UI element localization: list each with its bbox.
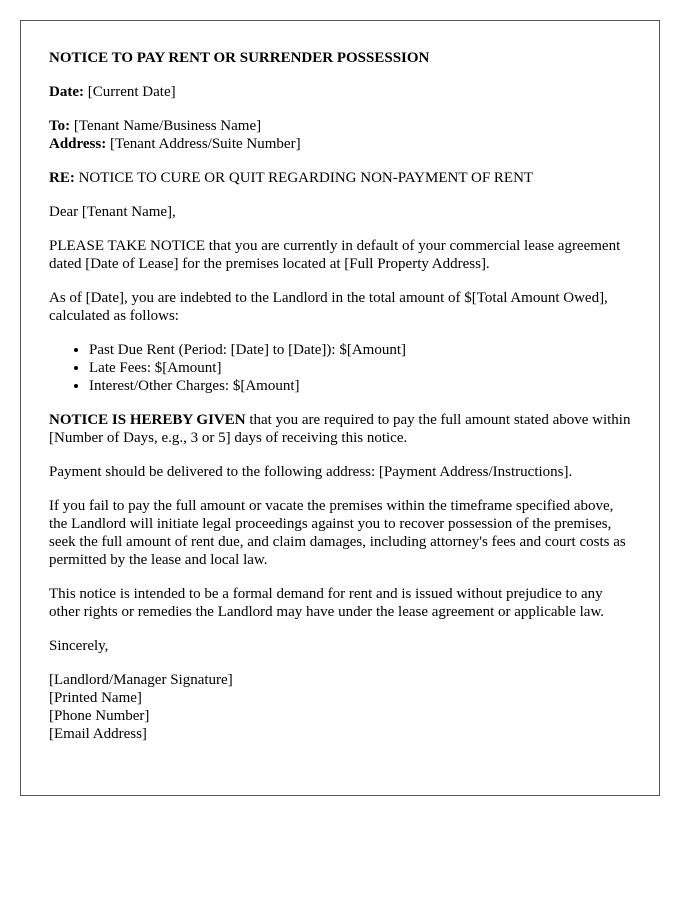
to-label: To: <box>49 118 71 134</box>
phone-line: [Phone Number] <box>49 708 150 724</box>
payment-paragraph: Payment should be delivered to the following address: [Payment Address/Instructions]. <box>49 464 573 480</box>
amount-paragraph: As of [Date], you are indebted to the Landlord in the total amount of $[Total Amount Owed], calculated as follows: <box>49 290 608 324</box>
printed-name-line: [Printed Name] <box>49 690 142 706</box>
recipient-block <box>49 117 631 153</box>
charge-item: • Late Fees: $[Amount] <box>89 359 631 377</box>
document-page <box>20 20 660 796</box>
signature-block <box>49 671 631 743</box>
signature-line: [Landlord/Manager Signature] <box>49 672 233 688</box>
date-line <box>49 83 631 101</box>
charge-item: • Interest/Other Charges: $[Amount] <box>89 377 631 395</box>
given-paragraph <box>49 411 631 447</box>
demand-paragraph: This notice is intended to be a formal demand for rent and is issued without prejudice to any other rights or remedies the Landlord may have under the lease agreement or applicable law. <box>49 586 605 620</box>
charge-item: • Past Due Rent (Period: [Date] to [Date]): $[Amount] <box>89 341 631 359</box>
to-value: [Tenant Name/Business Name] <box>73 118 262 134</box>
date-value: [Current Date] <box>87 84 176 100</box>
failure-paragraph: If you fail to pay the full amount or vacate the premises within the timeframe specified above, the Landlord will initiate legal proceedings against you to recover possession of the premises, seek the full amount of rent due, and claim damages, including attorney's fees and court costs as permitted by the lease and local law. <box>49 498 626 568</box>
salutation: Dear [Tenant Name], <box>49 204 176 220</box>
address-label: Address: <box>49 136 107 152</box>
email-line: [Email Address] <box>49 726 147 742</box>
date-label: Date: <box>49 84 84 100</box>
given-bold: NOTICE IS HEREBY GIVEN <box>49 412 246 428</box>
re-label: RE: <box>49 170 75 186</box>
address-value: [Tenant Address/Suite Number] <box>109 136 301 152</box>
re-value: NOTICE TO CURE OR QUIT REGARDING NON-PAYMENT OF RENT <box>78 170 534 186</box>
closing: Sincerely, <box>49 638 109 654</box>
notice-paragraph: PLEASE TAKE NOTICE that you are currently in default of your commercial lease agreement dated [Date of Lease] for the premises located at [Full Property Address]. <box>49 238 621 272</box>
given-rest: that you are required to pay the full amount stated above within [Number of Days, e.g., 3 or 5] days of receiving this notice. <box>49 412 631 446</box>
charges-list <box>49 341 631 395</box>
re-line <box>49 169 631 187</box>
document-title: NOTICE TO PAY RENT OR SURRENDER POSSESSION <box>49 50 430 66</box>
